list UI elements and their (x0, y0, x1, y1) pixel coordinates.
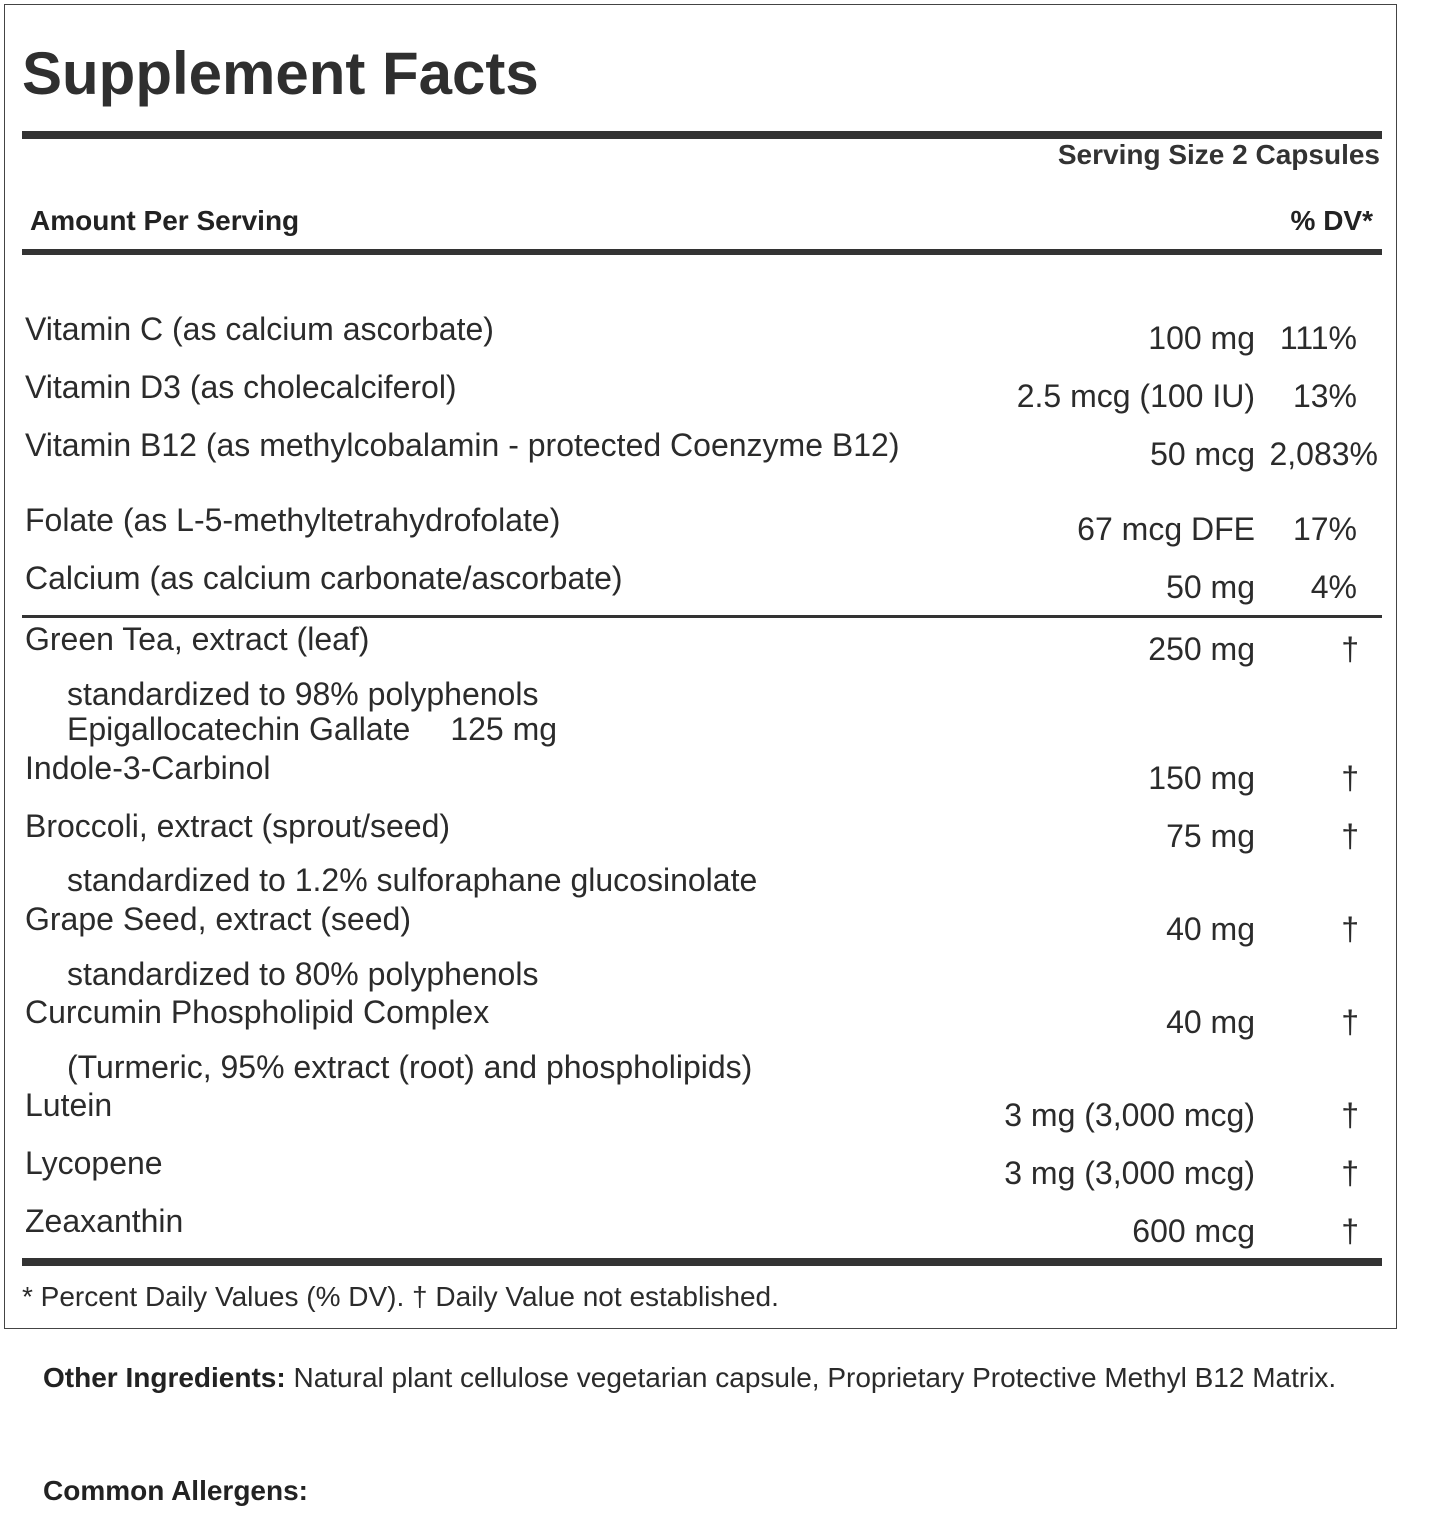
other-ingredients-label: Other Ingredients: (43, 1362, 286, 1393)
ingredient-amount: 150 mg (1148, 760, 1255, 796)
section-divider (22, 615, 1382, 618)
ingredient-amount: 40 mg (1166, 911, 1255, 947)
ingredient-amount: 600 mcg (1132, 1213, 1255, 1249)
ingredient-dv: † (1341, 818, 1359, 854)
bottom-thick-rule (22, 1258, 1382, 1266)
nutrient-dv: 2,083% (1269, 436, 1378, 472)
ingredient-amount: 250 mg (1148, 631, 1255, 667)
nutrient-name: Vitamin B12 (as methylcobalamin - protected Coenzyme B12) (25, 427, 900, 463)
page-title: Supplement Facts (22, 40, 539, 107)
ingredient-detail: (Turmeric, 95% extract (root) and phospholipids) (67, 1049, 753, 1085)
nutrient-amount: 50 mcg (1150, 436, 1255, 472)
serving-size: Serving Size 2 Capsules (1057, 139, 1380, 170)
ingredient-name: Lycopene (25, 1145, 163, 1181)
nutrient-amount: 67 mcg DFE (1077, 511, 1255, 547)
common-allergens (43, 1474, 308, 1508)
ingredient-dv: † (1341, 1155, 1359, 1191)
nutrient-dv: 13% (1292, 378, 1357, 414)
ingredient-amount: 40 mg (1166, 1004, 1255, 1040)
ingredient-amount: 3 mg (3,000 mcg) (1004, 1155, 1255, 1191)
common-allergens-label: Common Allergens: (43, 1475, 308, 1506)
ingredient-amount: 75 mg (1166, 818, 1255, 854)
footnote: * Percent Daily Values (% DV). † Daily Value not established. (22, 1281, 779, 1312)
nutrient-name: Folate (as L-5-methyltetrahydrofolate) (25, 502, 561, 538)
ingredient-dv: † (1341, 760, 1359, 796)
ingredient-name: Grape Seed, extract (seed) (25, 901, 411, 937)
nutrient-dv: 17% (1292, 511, 1357, 547)
dv-header: % DV* (1290, 205, 1373, 236)
nutrient-amount: 100 mg (1148, 320, 1255, 356)
ingredient-name: Zeaxanthin (25, 1203, 184, 1239)
ingredient-dv: † (1341, 1004, 1359, 1040)
nutrient-name: Vitamin D3 (as cholecalciferol) (25, 369, 457, 405)
nutrient-dv: 4% (1310, 569, 1357, 605)
ingredient-dv: † (1341, 1097, 1359, 1133)
nutrient-amount: 50 mg (1166, 569, 1255, 605)
amount-per-serving-header: Amount Per Serving (30, 205, 300, 236)
ingredient-detail: standardized to 80% polyphenols (67, 956, 539, 992)
ingredient-detail (67, 712, 967, 746)
ingredient-name: Broccoli, extract (sprout/seed) (25, 808, 451, 844)
ingredient-name: Green Tea, extract (leaf) (25, 621, 370, 657)
ingredient-dv: † (1341, 631, 1359, 667)
header-rule (22, 249, 1382, 255)
ingredient-name: Indole-3-Carbinol (25, 750, 271, 786)
ingredient-detail: standardized to 98% polyphenols (67, 676, 539, 712)
nutrient-dv: 111% (1279, 320, 1357, 356)
ingredient-detail: standardized to 1.2% sulforaphane glucosinolate (67, 862, 758, 898)
other-ingredients (43, 1355, 1383, 1401)
ingredient-name: Curcumin Phospholipid Complex (25, 994, 490, 1030)
ingredient-dv: † (1341, 911, 1359, 947)
ingredient-amount: 3 mg (3,000 mcg) (1004, 1097, 1255, 1133)
egcg-amount: 125 mg (450, 711, 558, 747)
nutrient-name: Vitamin C (as calcium ascorbate) (25, 311, 494, 347)
ingredient-name: Lutein (25, 1087, 113, 1123)
egcg-name: Epigallocatechin Gallate (67, 711, 411, 747)
nutrient-name: Calcium (as calcium carbonate/ascorbate) (25, 560, 623, 596)
other-ingredients-text: Natural plant cellulose vegetarian capsule, Proprietary Protective Methyl B12 Matrix. (285, 1362, 1337, 1393)
ingredient-dv: † (1341, 1213, 1359, 1249)
nutrient-amount: 2.5 mcg (100 IU) (1016, 378, 1255, 414)
